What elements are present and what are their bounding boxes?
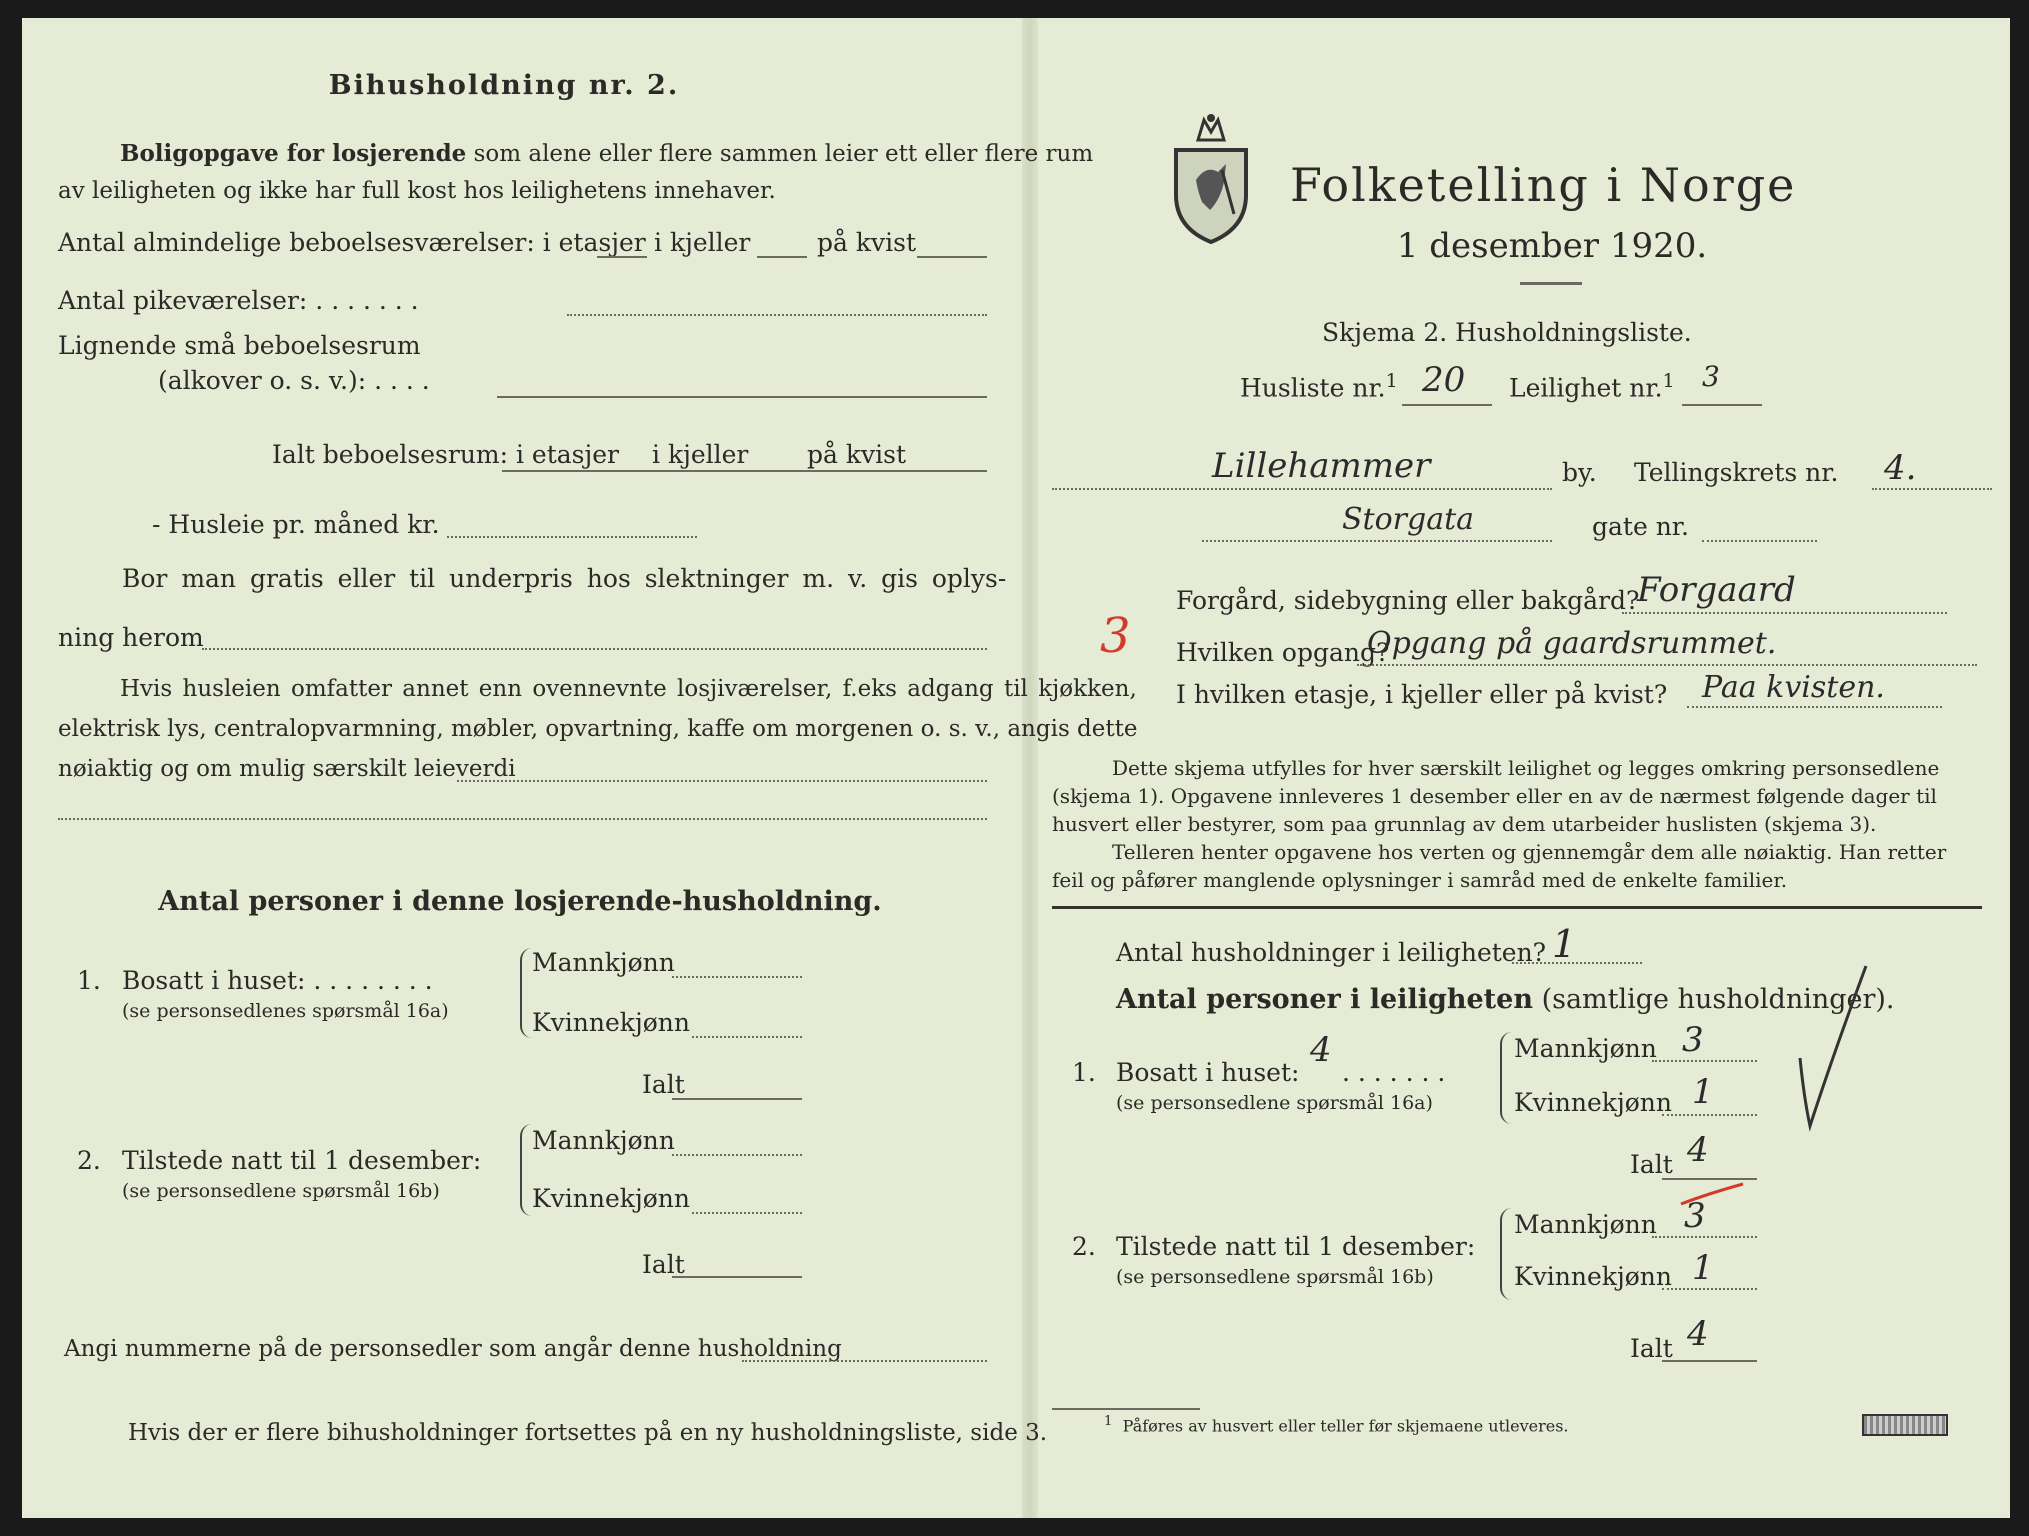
right-q1-mann-value: 3	[1682, 1020, 1704, 1060]
leilighet-text: Leilighet nr.	[1509, 373, 1663, 403]
gate-nr-blank	[1702, 540, 1817, 542]
right-q1-kvinne-value: 1	[1692, 1072, 1714, 1112]
ialt-blank	[502, 470, 987, 472]
left-q1-brace	[520, 948, 532, 1038]
left-q2-sub: (se personsedlene spørsmål 16b)	[122, 1180, 440, 1202]
instr-line3: husvert eller bestyrer, som paa grunnlag av dem utarbeider huslisten (skjema 3).	[1052, 812, 1877, 836]
left-q1-num: 1.	[77, 966, 101, 995]
printer-stamp	[1862, 1414, 1948, 1436]
hvis-line3: nøiaktig og om mulig særskilt leieverdi	[58, 756, 516, 782]
left-q1-mann-blank	[672, 976, 802, 978]
kvist-blank	[917, 256, 987, 258]
left-q2-ialt-blank	[672, 1276, 802, 1278]
etasje-value: Paa kvisten.	[1702, 670, 1885, 705]
left-q2-brace	[520, 1124, 532, 1216]
right-q2-kvinne-blank	[1662, 1288, 1757, 1290]
left-q2-label: Tilstede natt til 1 desember:	[122, 1146, 482, 1175]
right-date: 1 desember 1920.	[1396, 226, 1708, 266]
hush-value: 1	[1552, 922, 1577, 966]
by-label: by.	[1562, 458, 1597, 487]
intro-rest: som alene eller flere sammen leier ett eller flere rum	[473, 141, 1094, 167]
row-lign-label1: Lignende små beboelsesrum	[58, 331, 421, 360]
bor-line2: ning herom	[58, 623, 204, 652]
row-antal-label: Antal almindelige beboelsesværelser: i etasjer	[58, 228, 646, 257]
hvis-blank2	[58, 818, 987, 820]
bor-line1: Bor man gratis eller til underpris hos slektninger m. v. gis oplys-	[122, 564, 1007, 593]
right-q1-mann: Mannkjønn	[1514, 1034, 1657, 1063]
pers-heading	[1116, 984, 1895, 1015]
hvis-line1: Hvis husleien omfatter annet enn ovennevnte losjiværelser, f.eks adgang til kjøkken,	[120, 676, 1137, 702]
kvist-label: på kvist	[817, 228, 916, 257]
right-q2-mann-value: 3	[1684, 1196, 1706, 1236]
angi-blank	[742, 1360, 987, 1362]
lign-blank	[497, 396, 987, 398]
tellingskrets-blank	[1872, 488, 1992, 490]
left-q1-label: Bosatt i huset: . . . . . . . .	[122, 966, 433, 995]
instr-line1: Dette skjema utfylles for hver særskilt leilighet og legges omkring personsedlene	[1112, 756, 1940, 780]
right-q2-label: Tilstede natt til 1 desember:	[1116, 1232, 1476, 1261]
leilighet-value: 3	[1702, 360, 1720, 393]
title-rule	[1520, 282, 1582, 285]
right-q1-ialt: Ialt	[1630, 1150, 1673, 1179]
leilighet-sup: 1	[1662, 370, 1675, 392]
husliste-blank	[1402, 404, 1492, 406]
antal-personer-heading: Antal personer i denne losjerende-husholdning.	[158, 886, 882, 917]
norway-coat-of-arms-icon	[1170, 110, 1252, 245]
husliste-sup: 1	[1385, 370, 1398, 392]
left-q1-kvinne: Kvinnekjønn	[532, 1008, 690, 1037]
hush-label: Antal husholdninger i leiligheten?	[1116, 938, 1547, 967]
opgang-value: Opgang på gaardsrummet.	[1367, 626, 1777, 661]
right-q1-label: Bosatt i huset:	[1116, 1058, 1300, 1087]
right-q1-dots: . . . . . . .	[1342, 1058, 1446, 1087]
pers-heading-bold: Antal personer i leiligheten	[1116, 984, 1533, 1015]
left-footer: Hvis der er flere bihusholdninger fortsettes på en ny husholdningsliste, side 3.	[128, 1420, 1048, 1446]
gate-label: gate nr.	[1592, 512, 1689, 541]
hvis-blank1	[457, 780, 987, 782]
left-q2-ialt: Ialt	[642, 1250, 685, 1279]
right-q1-sub: (se personsedlene spørsmål 16a)	[1116, 1092, 1433, 1114]
left-title: Bihusholdning nr. 2.	[328, 70, 680, 101]
red-margin-mark: 3	[1100, 608, 1131, 664]
right-q1-kvinne: Kvinnekjønn	[1514, 1088, 1672, 1117]
right-q2-num: 2.	[1072, 1232, 1096, 1261]
tellingskrets-label: Tellingskrets nr.	[1634, 458, 1839, 487]
right-title: Folketelling i Norge	[1290, 158, 1797, 212]
kjeller-label: i kjeller	[654, 228, 751, 257]
husliste-text: Husliste nr.	[1240, 373, 1386, 403]
right-q2-mann-blank	[1652, 1236, 1757, 1238]
pike-blank	[567, 314, 987, 316]
bor-blank	[202, 648, 987, 650]
footnote-sup: 1	[1104, 1414, 1113, 1429]
forgaard-blank	[1622, 612, 1947, 614]
left-q1-ialt: Ialt	[642, 1070, 685, 1099]
opgang-blank	[1357, 664, 1977, 666]
check-mark-icon	[1792, 958, 1872, 1138]
pers-heading-rest: (samtlige husholdninger).	[1541, 984, 1895, 1015]
census-form-sheet	[22, 18, 2010, 1518]
leilighet-blank	[1682, 404, 1762, 406]
hvis-line2: elektrisk lys, centralopvarmning, møbler, opvartning, kaffe om morgenen o. s. v., angis dette	[58, 716, 1138, 742]
footnote	[1104, 1414, 1569, 1435]
left-q1-ialt-blank	[672, 1098, 802, 1100]
right-q1-num: 1.	[1072, 1058, 1096, 1087]
left-q2-kvinne: Kvinnekjønn	[532, 1184, 690, 1213]
left-q2-mann: Mannkjønn	[532, 1126, 675, 1155]
left-intro-line2: av leiligheten og ikke har full kost hos leilighetens innehaver.	[58, 178, 776, 204]
right-q1-mann-blank	[1652, 1060, 1757, 1062]
etasjer-blank	[597, 256, 647, 258]
right-q2-ialt: Ialt	[1630, 1334, 1673, 1363]
footnote-rule	[1052, 1408, 1200, 1410]
angi-label: Angi nummerne på de personsedler som angår denne husholdning	[64, 1336, 842, 1362]
row-pike-label: Antal pikeværelser: . . . . . . .	[58, 286, 419, 315]
by-value: Lillehammer	[1212, 446, 1431, 486]
left-q1-sub: (se personsedlenes spørsmål 16a)	[122, 1000, 449, 1022]
by-blank	[1052, 488, 1552, 490]
left-q1-mann: Mannkjønn	[532, 948, 675, 977]
leilighet-label	[1509, 370, 1675, 402]
right-q2-kvinne: Kvinnekjønn	[1514, 1262, 1672, 1291]
ialt-kjeller-label: i kjeller	[652, 440, 749, 469]
opgang-label: Hvilken opgang?	[1176, 638, 1390, 667]
right-q1-value: 4	[1310, 1030, 1332, 1070]
tellingskrets-value: 4.	[1884, 448, 1917, 488]
forgaard-label: Forgård, sidebygning eller bakgård?	[1176, 586, 1640, 615]
footnote-text: Påføres av husvert eller teller før skjemaene utleveres.	[1122, 1416, 1569, 1436]
husliste-label	[1240, 370, 1398, 402]
right-q2-mann: Mannkjønn	[1514, 1210, 1657, 1239]
gate-blank	[1202, 540, 1552, 542]
instr-line5: feil og påfører manglende oplysninger i samråd med de enkelte familier.	[1052, 868, 1788, 892]
left-q2-kvinne-blank	[692, 1212, 802, 1214]
page-fold	[1022, 18, 1038, 1518]
row-ialt-label: Ialt beboelsesrum: i etasjer	[272, 440, 620, 469]
instr-line4: Telleren henter opgavene hos verten og gjennemgår dem alle nøiaktig. Han retter	[1112, 840, 1947, 864]
skjema-label: Skjema 2. Husholdningsliste.	[1322, 318, 1692, 347]
ialt-kvist-label: på kvist	[807, 440, 906, 469]
right-q1-brace	[1500, 1032, 1512, 1124]
left-q2-num: 2.	[77, 1146, 101, 1175]
right-q2-sub: (se personsedlene spørsmål 16b)	[1116, 1266, 1434, 1288]
etasje-label: I hvilken etasje, i kjeller eller på kvist?	[1176, 680, 1668, 709]
left-q2-mann-blank	[672, 1154, 802, 1156]
husleie-label: - Husleie pr. måned kr.	[152, 510, 440, 539]
husleie-blank	[447, 536, 697, 538]
right-q2-brace	[1500, 1208, 1512, 1300]
right-q1-ialt-value: 4	[1687, 1130, 1709, 1170]
right-q2-ialt-blank	[1662, 1360, 1757, 1362]
instr-line2: (skjema 1). Opgavene innleveres 1 desember eller en av de nærmest følgende dager til	[1052, 784, 1937, 808]
left-intro-line1	[120, 140, 1093, 167]
husliste-value: 20	[1422, 360, 1466, 400]
gate-value: Storgata	[1342, 502, 1475, 537]
left-q1-kvinne-blank	[692, 1036, 802, 1038]
etasje-blank	[1687, 706, 1942, 708]
row-lign-label2: (alkover o. s. v.): . . . .	[158, 366, 430, 395]
right-q1-kvinne-blank	[1662, 1114, 1757, 1116]
section-rule	[1052, 906, 1982, 909]
kjeller-blank	[757, 256, 807, 258]
forgaard-value: Forgaard	[1637, 570, 1796, 610]
intro-bold: Boligopgave for losjerende	[120, 140, 467, 167]
hush-blank	[1512, 962, 1642, 964]
right-q2-ialt-value: 4	[1687, 1314, 1709, 1354]
right-q2-kvinne-value: 1	[1692, 1248, 1714, 1288]
